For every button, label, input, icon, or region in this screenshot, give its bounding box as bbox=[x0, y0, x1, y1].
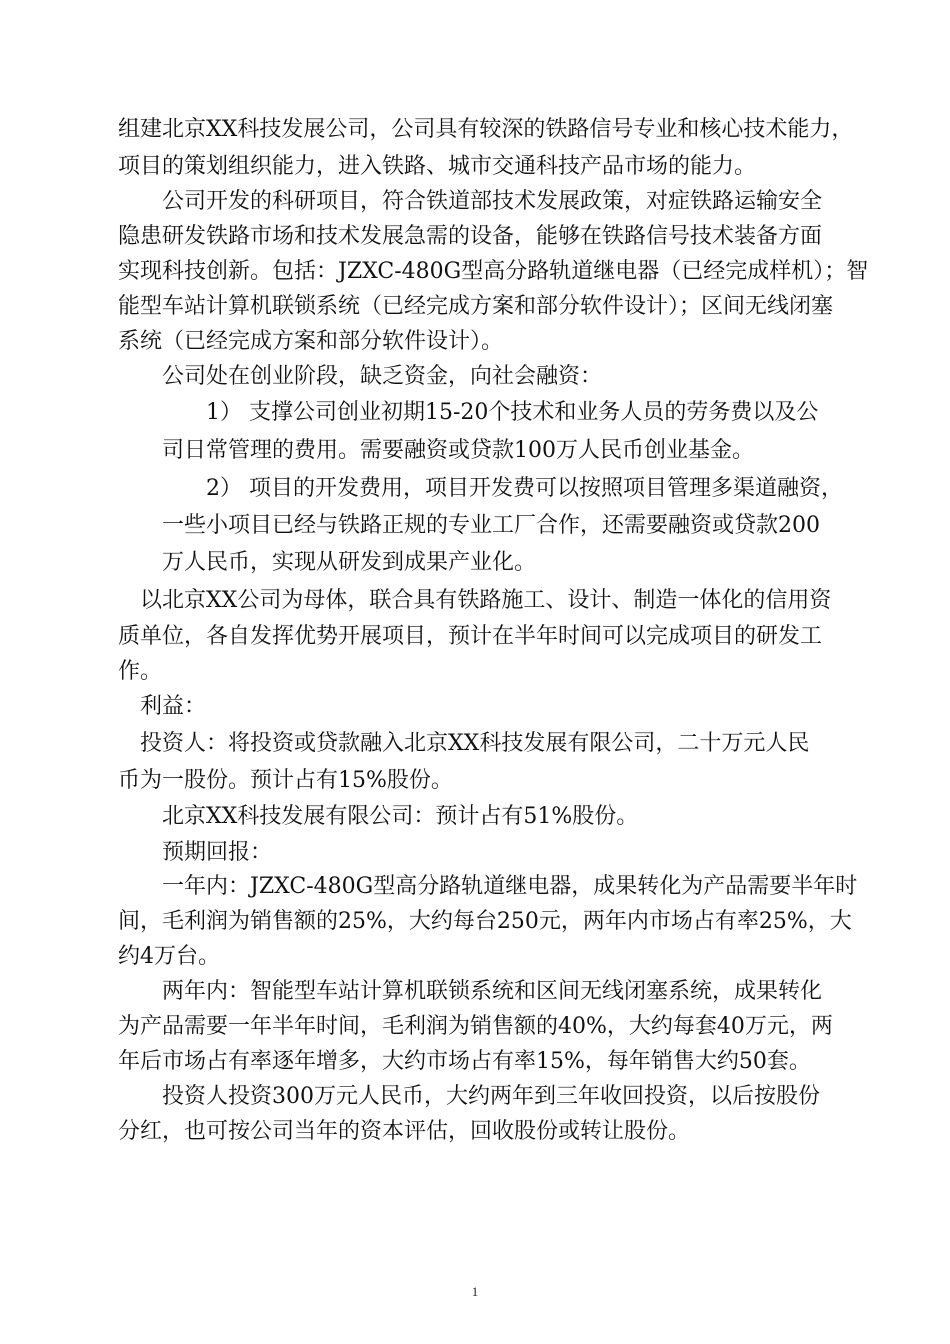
text-line: 公司处在创业阶段，缺乏资金，向社会融资： bbox=[162, 364, 603, 389]
text-line: 作。 bbox=[118, 659, 163, 684]
text-line: 能型车站计算机联锁系统（已经完成方案和部分软件设计）；区间无线闭塞 bbox=[118, 294, 834, 319]
list-item-1: 1） 支撑公司创业初期15-20个技术和业务人员的劳务费以及公 bbox=[206, 400, 819, 425]
text-line: 公司开发的科研项目，符合铁道部技术发展政策，对症铁路运输安全 bbox=[162, 189, 823, 214]
text-line: 实现科技创新。包括：JZXC-480G型高分路轨道继电器（已经完成样机）；智 bbox=[118, 259, 869, 284]
text-line: 分红，也可按公司当年的资本评估，回收股份或转让股份。 bbox=[118, 1119, 691, 1144]
list-item-2: 2） 项目的开发费用，项目开发费可以按照项目管理多渠道融资， bbox=[206, 476, 843, 501]
text-line: 间，毛利润为销售额的25%，大约每台250元，两年内市场占有率25%，大 bbox=[118, 909, 852, 934]
text-line: 项目的策划组织能力，进入铁路、城市交通科技产品市场的能力。 bbox=[118, 154, 757, 179]
text-line: 一些小项目已经与铁路正规的专业工厂合作，还需要融资或贷款200 bbox=[162, 513, 820, 538]
text-line: 两年内：智能型车站计算机联锁系统和区间无线闭塞系统，成果转化 bbox=[162, 979, 823, 1004]
text-line: 投资人：将投资或贷款融入北京XX科技发展有限公司，二十万元人民 bbox=[140, 731, 810, 756]
text-line: 司日常管理的费用。需要融资或贷款100万人民币创业基金。 bbox=[162, 438, 754, 463]
text-line: 一年内：JZXC-480G型高分路轨道继电器，成果转化为产品需要半年时 bbox=[162, 874, 858, 899]
text-line: 约4万台。 bbox=[118, 944, 220, 969]
text-line: 年后市场占有率逐年增多，大约市场占有率15%，每年销售大约50套。 bbox=[118, 1049, 811, 1074]
text-line: 隐患研发铁路市场和技术发展急需的设备，能够在铁路信号技术装备方面 bbox=[118, 224, 823, 249]
text-line: 质单位，各自发挥优势开展项目，预计在半年时间可以完成项目的研发工 bbox=[118, 624, 823, 649]
text-line: 组建北京XX科技发展公司，公司具有较深的铁路信号专业和核心技术能力， bbox=[118, 117, 854, 142]
text-line: 系统（已经完成方案和部分软件设计）。 bbox=[118, 329, 504, 354]
text-line: 币为一股份。预计占有15%股份。 bbox=[118, 768, 453, 793]
page-number: 1 bbox=[471, 1284, 479, 1299]
text-line: 以北京XX公司为母体，联合具有铁路施工、设计、制造一体化的信用资 bbox=[140, 588, 832, 613]
text-line: 北京XX科技发展有限公司：预计占有51%股份。 bbox=[162, 804, 639, 829]
text-line: 万人民币，实现从研发到成果产业化。 bbox=[162, 550, 537, 575]
text-line: 预期回报： bbox=[162, 840, 273, 865]
text-line: 为产品需要一年半年时间，毛利润为销售额的40%，大约每套40万元，两 bbox=[118, 1014, 833, 1039]
text-line: 投资人投资300万元人民币，大约两年到三年收回投资，以后按股份 bbox=[162, 1084, 820, 1109]
text-line: 利益： bbox=[140, 694, 207, 719]
